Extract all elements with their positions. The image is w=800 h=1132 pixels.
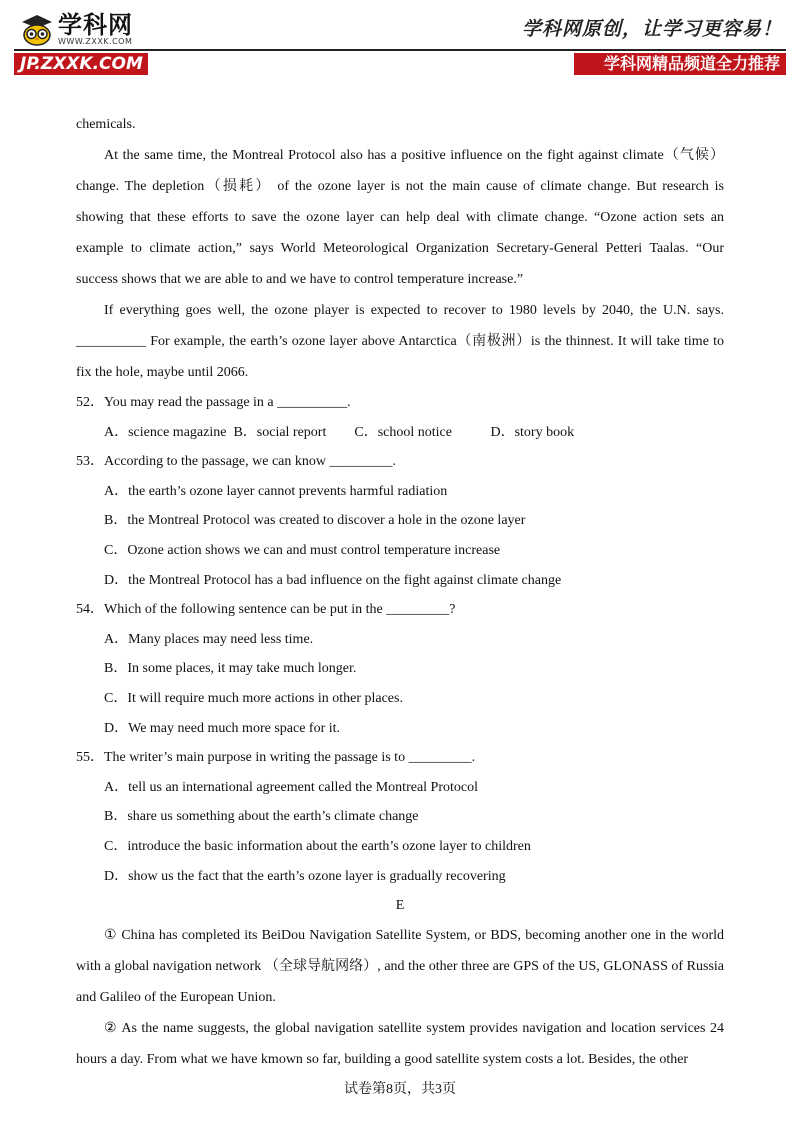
logo-url: WWW.ZXXK.COM: [58, 36, 133, 46]
question-54-option-a: A．Many places may need less time.: [104, 631, 314, 647]
passage-d-paragraph-1: At the same time, the Montreal Protocol also has a positive influence on the fight against climate（气候） change. The depletion（损耗） of the ozone layer is not the main cause of climate change. But research is showing that these efforts to save the ozone layer can help deal with climate change. “Ozone action sets an example to climate action,” says World Meteorological Organization Secretary-General Petteri Taalas. “Our success shows that we are able to and we have to control temperature increase.”: [76, 148, 724, 287]
question-54-option-d: D．We may need much more space for it.: [104, 720, 341, 736]
page-footer: 试卷第8页，共3页: [344, 1082, 456, 1097]
passage-d-paragraph-0: chemicals.: [76, 117, 136, 132]
exam-content: [76, 109, 724, 1075]
jp-zxxk-banner-text: JP.ZXXK.COM: [20, 54, 143, 74]
question-55-option-d: D．show us the fact that the earth’s ozone layer is gradually recovering: [104, 868, 506, 884]
recommend-banner-text: 学科网精品频道全力推荐: [603, 54, 780, 73]
recommend-banner[interactable]: [574, 53, 786, 75]
question-53-option-c: C．Ozone action shows we can and must control temperature increase: [104, 542, 501, 558]
logo-title: 学科网: [58, 10, 133, 39]
header-slogan: 学科网原创，让学习更容易！: [521, 18, 782, 40]
section-e-heading: E: [395, 898, 405, 914]
question-52-stem: 52．You may read the passage in a __________.: [76, 395, 351, 410]
question-55-option-c: C．introduce the basic information about the earth’s ozone layer to children: [104, 838, 531, 854]
page-header: [0, 0, 800, 80]
jp-zxxk-banner[interactable]: [14, 53, 148, 75]
question-54-option-b: B．In some places, it may take much longer.: [104, 661, 357, 677]
question-54-option-c: C．It will require much more actions in other places.: [104, 690, 403, 706]
passage-d-paragraph-2: If everything goes well, the ozone player is expected to recover to 1980 levels by 2040, the U.N. says. __________ For example, the earth’s ozone layer above Antarctica（南极洲）is the thinnest. It will take time to fix the hole, maybe until 2066.: [76, 303, 724, 380]
question-53-option-a: A．the earth’s ozone layer cannot prevents harmful radiation: [104, 483, 448, 499]
question-55-option-a: A．tell us an international agreement called the Montreal Protocol: [104, 779, 478, 795]
question-54-stem: 54．Which of the following sentence can be put in the _________?: [76, 602, 456, 618]
question-53-stem: 53．According to the passage, we can know _________.: [76, 454, 396, 470]
question-55-stem: 55．The writer’s main purpose in writing the passage is to _________.: [76, 750, 476, 766]
question-55-option-b: B．share us something about the earth’s climate change: [104, 809, 419, 825]
zxxk-logo[interactable]: [20, 12, 133, 46]
passage-e-paragraph-1: ① China has completed its BeiDou Navigation Satellite System, or BDS, becoming another one in the world with a global navigation network （全球导航网络）, and the other three are GPS of the US, GLONASS of Russia and Galileo of the European Union.: [76, 928, 724, 1006]
header-divider: [14, 49, 786, 51]
owl-logo-icon: [20, 12, 54, 46]
question-53-option-b: B．the Montreal Protocol was created to discover a hole in the ozone layer: [104, 513, 526, 529]
question-53-option-d: D．the Montreal Protocol has a bad influence on the fight against climate change: [104, 572, 562, 588]
passage-e-paragraph-2: ② As the name suggests, the global navigation satellite system provides navigation and location services 24 hours a day. From what we have kmown so far, building a good satellite system costs a lot. Besides, the other: [76, 1021, 724, 1068]
question-52-options: A．science magazine B．social report C．school notice D．story book: [104, 424, 575, 440]
